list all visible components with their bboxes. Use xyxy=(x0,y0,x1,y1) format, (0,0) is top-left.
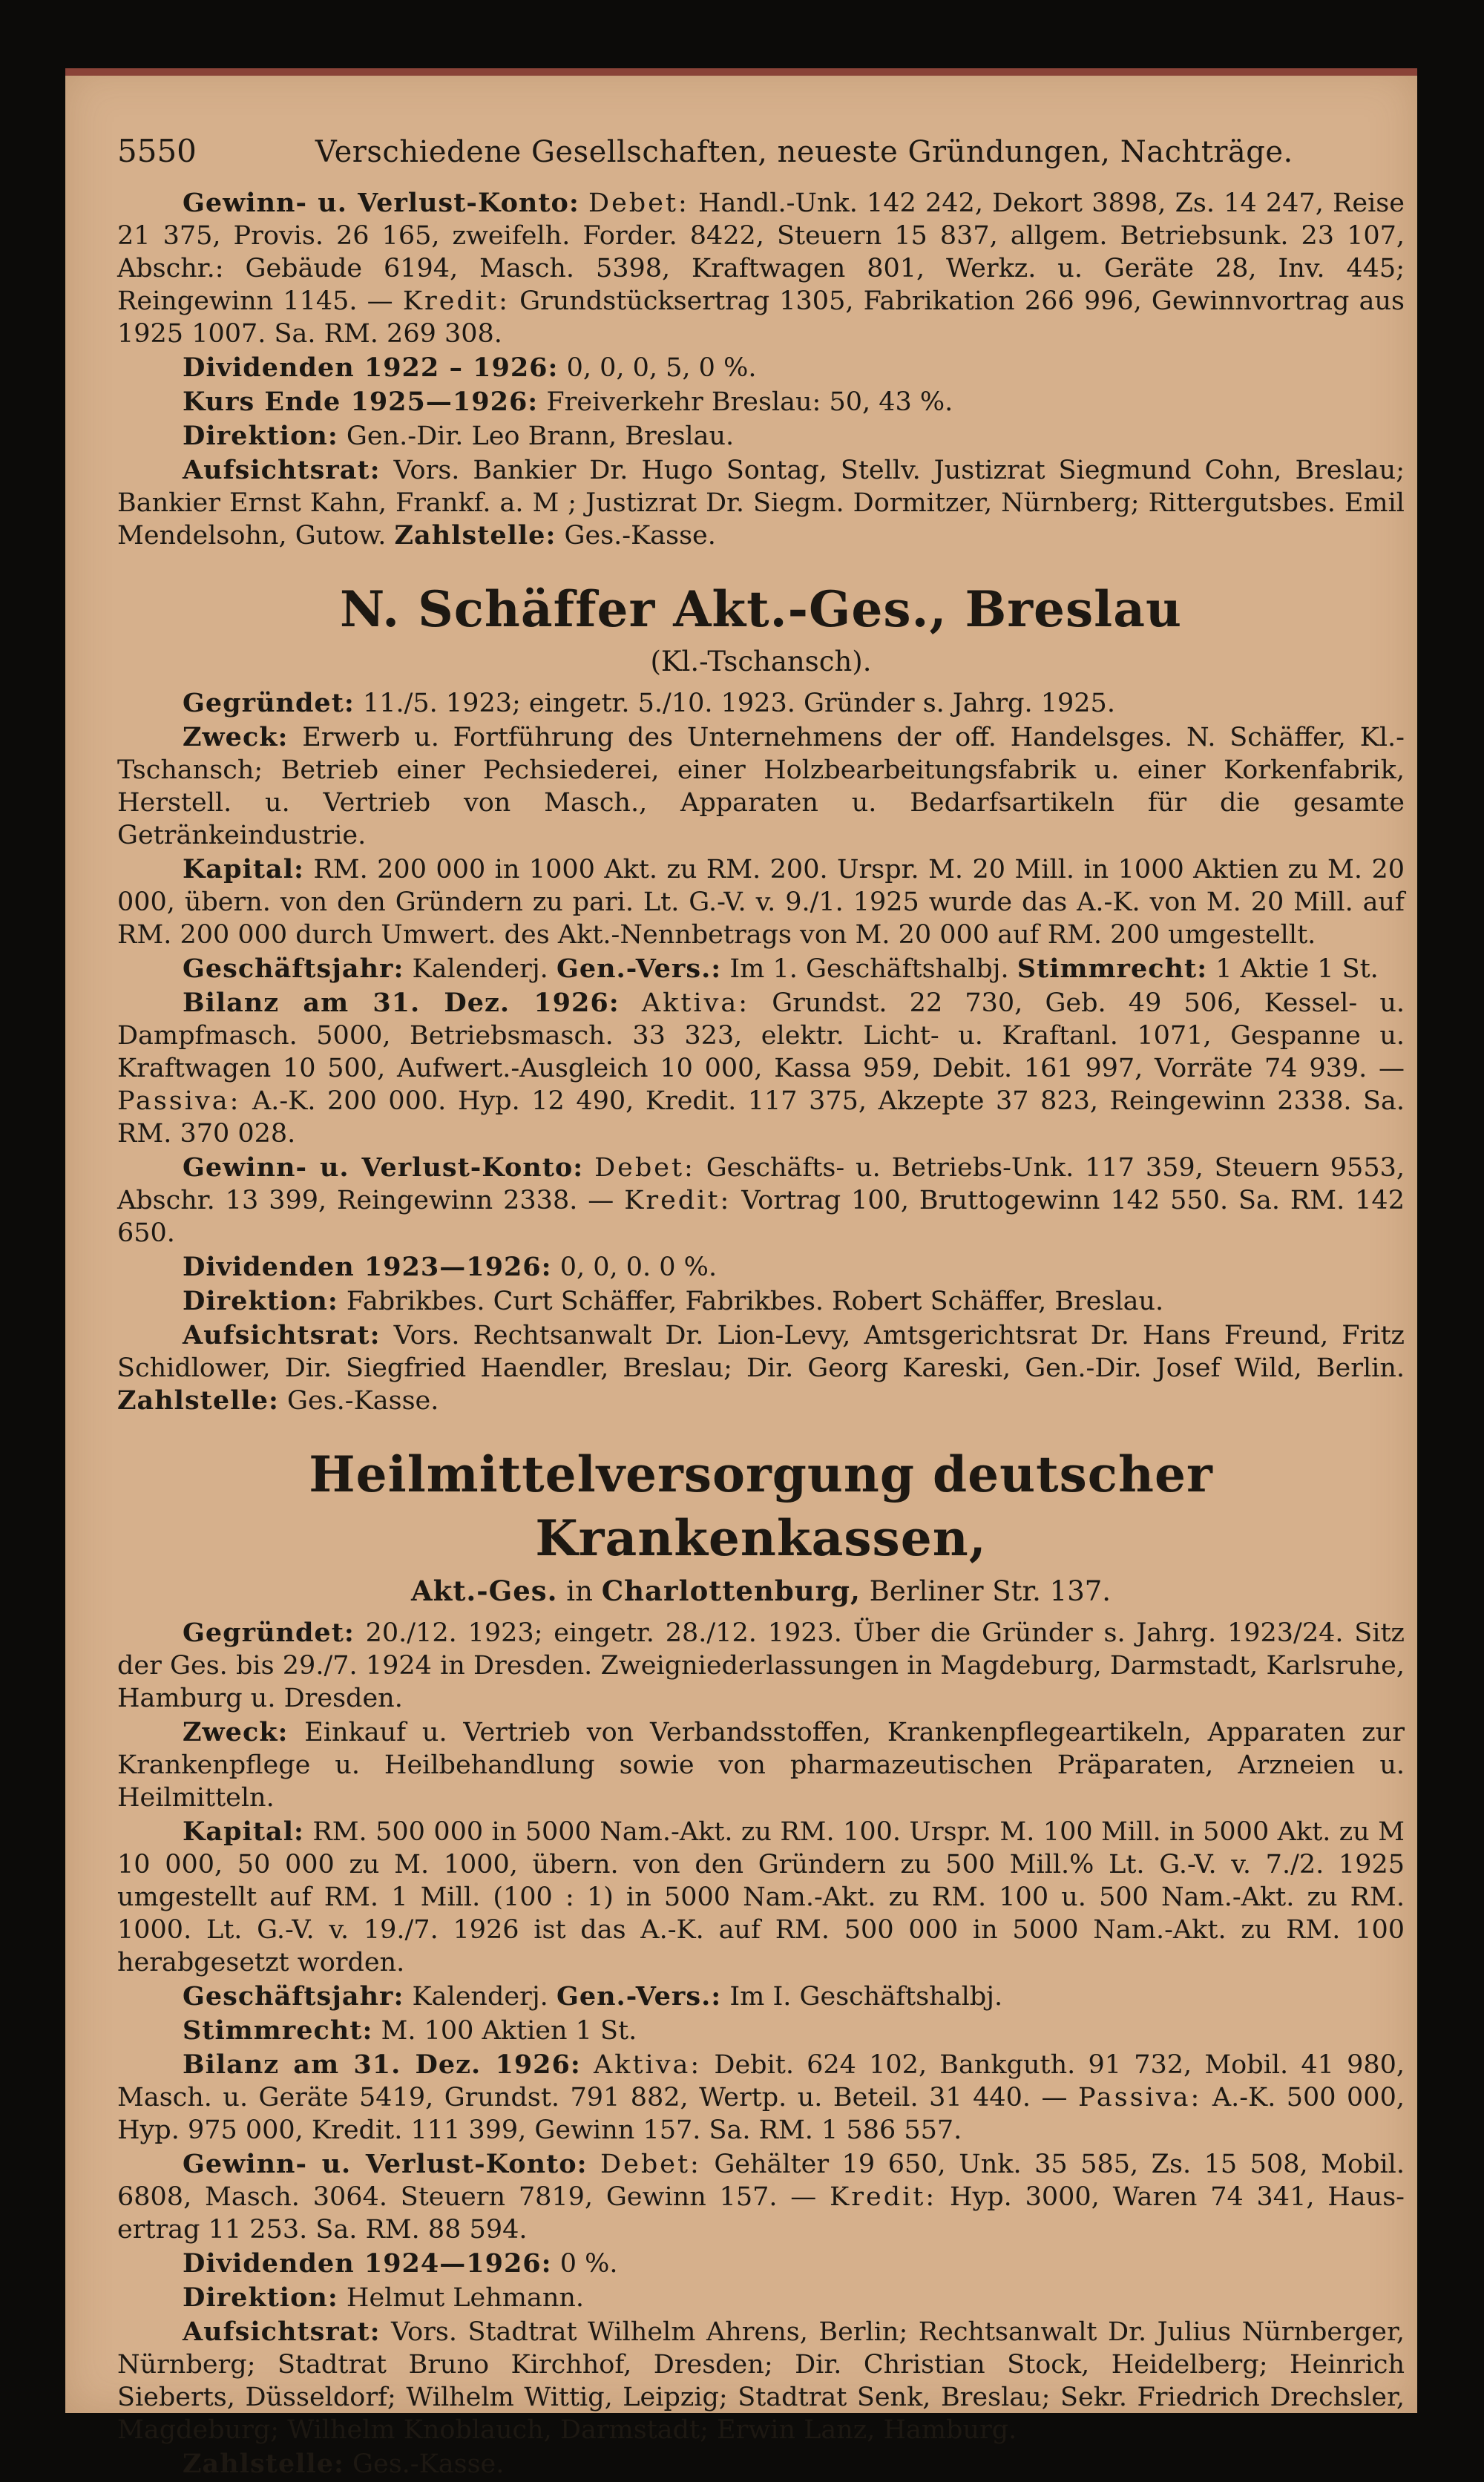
heilmittel-aufsicht-text: Vors. Stadtrat Wilhelm Ahrens, Berlin; Rechtsanwalt Dr. Julius Nürnberger, Nürnberg; Stadtrat Bruno Kirchhof, Dresden; Dir. Christian Stock, Heidelberg; Heinrich Sieberts, Düsseldorf; Wilhelm Wittig, Leipzig; Stadtrat Senk, Breslau; Sekr. Friedrich Drechsler, Magdeburg; Wilhelm Knoblauch, Darmstadt; Erwin Lanz, Hamburg. xyxy=(117,2317,1405,2445)
prev-div-label: Dividenden 1922 – 1926: xyxy=(183,352,559,383)
heilmittel-gv-label: Gen.-Vers.: xyxy=(556,1981,722,2012)
schaeffer-gegruendet xyxy=(117,687,1405,720)
schaeffer-zweck-label: Zweck: xyxy=(183,722,289,752)
prev-guv-debet-text: Handl.-Unk. 142 242, Dekort 3898, Zs. 14 247, Reise 21 375, Provis. 26 165, zweifelh. Forder. 8422, Steuern 15 837, allgem. Betriebsunk. 23 107, Abschr.: Gebäude 6194, Masch. 5398, Kraftwagen 801, Werkz. u. Geräte 28, Inv. 445; Reingewinn 1145. — xyxy=(117,188,1405,316)
schaeffer-guv-kredit-label: Kredit: xyxy=(624,1186,732,1215)
schaeffer-gegr-label: Gegründet: xyxy=(183,688,355,718)
prev-guv-paragraph xyxy=(117,187,1405,350)
schaeffer-zahl-label: Zahlstelle: xyxy=(117,1385,279,1416)
previous-company-entry xyxy=(117,187,1405,552)
prev-direktion xyxy=(117,420,1405,453)
heilmittel-direktion xyxy=(117,2282,1405,2314)
heilmittel-bilanz-label: Bilanz am 31. Dez. 1926: xyxy=(183,2049,581,2080)
heilmittel-zahl-label: Zahlstelle: xyxy=(183,2449,344,2479)
prev-div-text: 0, 0, 0, 5, 0 %. xyxy=(566,353,757,383)
heilmittel-entry xyxy=(117,1442,1405,2481)
heilmittel-zweck-label: Zweck: xyxy=(183,1717,289,1747)
heilmittel-zweck-text: Einkauf u. Vertrieb von Verbandsstoffen, Krankenpflegeartikeln, Apparaten zur Krankenpflege u. Heilbehandlung sowie von pharmazeutischen Präparaten, Arzneien u. Heilmitteln. xyxy=(117,1718,1405,1813)
heilmittel-guv-debet-label: Debet: xyxy=(600,2150,701,2179)
heilmittel-kapital-text: RM. 500 000 in 5000 Nam.-Akt. zu RM. 100. Urspr. M. 100 Mill. in 5000 Akt. zu M 10 000, 50 000 zu M. 1000, übern. von den Gründern zu 500 Mill.% Lt. G.-V. v. 7./2. 1925 umgestellt auf RM. 1 Mill. (100 : 1) in 5000 Nam.-Akt. zu RM. 100 u. 500 Nam.-Akt. zu RM. 1000. Lt. G.-V. v. 19./7. 1926 ist das A.-K. auf RM. 500 000 in 5000 Nam.-Akt. zu RM. 100 herabgesetzt worden. xyxy=(117,1817,1405,1977)
page-content xyxy=(117,135,1405,2482)
schaeffer-passiva-text: A.-K. 200 000. Hyp. 12 490, Kredit. 117 375, Akzepte 37 823, Reingewinn 2338. Sa. RM. 370 028. xyxy=(117,1086,1405,1149)
schaeffer-stimm-text: 1 Aktie 1 St. xyxy=(1215,954,1379,984)
schaeffer-aktiva-label: Aktiva: xyxy=(641,988,750,1018)
heilmittel-sub-address: Berliner Str. 137. xyxy=(869,1575,1112,1607)
heilmittel-aktiva-label: Aktiva: xyxy=(594,2050,702,2080)
heilmittel-gj-text: Kalenderj. xyxy=(412,1982,548,2012)
prev-dividends xyxy=(117,352,1405,384)
schaeffer-direktion-label: Direktion: xyxy=(183,1286,338,1316)
schaeffer-guv-kredit-text: Vortrag 100, Bruttogewinn 142 550. Sa. RM. 142 650. xyxy=(117,1186,1405,1248)
prev-zahl-label: Zahlstelle: xyxy=(394,520,556,551)
schaeffer-entry xyxy=(117,577,1405,1417)
schaeffer-direktion xyxy=(117,1285,1405,1318)
prev-guv-kredit-text: Grundstücksertrag 1305, Fabrikation 266 996, Gewinnvortrag aus 1925 1007. Sa. RM. 269 308. xyxy=(117,286,1405,349)
schaeffer-kapital-label: Kapital: xyxy=(183,854,304,884)
schaeffer-guv-debet-label: Debet: xyxy=(594,1153,695,1183)
prev-aufsicht-label: Aufsichtsrat: xyxy=(183,455,381,485)
schaeffer-direktion-text: Fabrikbes. Curt Schäffer, Fabrikbes. Robert Schäffer, Breslau. xyxy=(346,1287,1164,1316)
schaeffer-title: N. Schäffer Akt.-Ges., Breslau xyxy=(340,580,1182,638)
prev-guv-label: Gewinn- u. Verlust-Konto: xyxy=(183,188,580,218)
heilmittel-sub-city: Charlottenburg, xyxy=(601,1575,861,1607)
heilmittel-dividends xyxy=(117,2248,1405,2280)
schaeffer-geschaeftsjahr xyxy=(117,953,1405,985)
schaeffer-bilanz xyxy=(117,987,1405,1150)
schaeffer-gegr-text: 11./5. 1923; eingetr. 5./10. 1923. Gründer s. Jahrg. 1925. xyxy=(362,689,1115,718)
heilmittel-guv xyxy=(117,2148,1405,2246)
heilmittel-kapital-label: Kapital: xyxy=(183,1816,304,1847)
heilmittel-sub-in: in xyxy=(566,1575,593,1607)
heilmittel-passiva-label: Passiva: xyxy=(1077,2083,1202,2112)
prev-aufsichtsrat xyxy=(117,454,1405,552)
prev-guv-debet-label: Debet: xyxy=(588,188,689,218)
page-header xyxy=(117,135,1405,187)
heilmittel-bilanz xyxy=(117,2049,1405,2147)
heilmittel-gegr-text: 20./12. 1923; eingetr. 28./12. 1923. Über die Gründer s. Jahrg. 1923/24. Sitz der Ges. bis 29./7. 1924 in Dresden. Zweigniederlassungen in Magdeburg, Darmstadt, Karlsruhe, Hamburg u. Dresden. xyxy=(117,1618,1405,1713)
heilmittel-direktion-label: Direktion: xyxy=(183,2282,338,2313)
prev-direktion-text: Gen.-Dir. Leo Brann, Breslau. xyxy=(346,421,735,451)
schaeffer-aufsicht-text: Vors. Rechtsanwalt Dr. Lion-Levy, Amtsgerichtsrat Dr. Hans Freund, Fritz Schidlower, Dir. Siegfried Haendler, Breslau; Dir. Georg Kareski, Gen.-Dir. Josef Wild, Berlin. xyxy=(117,1321,1405,1383)
heilmittel-direktion-text: Helmut Lehmann. xyxy=(346,2283,585,2313)
schaeffer-guv-label: Gewinn- u. Verlust-Konto: xyxy=(183,1152,584,1183)
prev-zahl-text: Ges.-Kasse. xyxy=(564,521,716,551)
schaeffer-zweck-text: Erwerb u. Fortführung des Unternehmens der off. Handelsges. N. Schäffer, Kl.-Tschansch; Betrieb einer Pechsiederei, einer Holzbearbeitungsfabrik u. einer Korkenfabrik, Herstell. u. Vertrieb von Masch., Apparaten u. Bedarfsartikeln für die gesamte Getränkeindustrie. xyxy=(117,723,1405,850)
schaeffer-stimm-label: Stimmrecht: xyxy=(1017,953,1208,984)
book-page xyxy=(65,68,1417,2479)
heilmittel-guv-kredit-label: Kredit: xyxy=(830,2182,937,2212)
page-number: 5550 xyxy=(117,133,197,169)
heilmittel-stimm-label: Stimmrecht: xyxy=(183,2015,373,2046)
schaeffer-gv-text: Im 1. Geschäftshalbj. xyxy=(729,954,1009,984)
schaeffer-kapital-text: RM. 200 000 in 1000 Akt. zu RM. 200. Urspr. M. 20 Mill. in 1000 Aktien zu M. 20 000, übern. von den Gründern zu pari. Lt. G.-V. v. 9./1. 1925 wurde das A.-K. von M. 20 Mill. auf RM. 200 000 durch Umwert. des Akt.-Nennbetrags von M. 20 000 auf RM. 200 umgestellt. xyxy=(117,855,1405,950)
heilmittel-geschaeftsjahr xyxy=(117,1980,1405,2013)
schaeffer-div-text: 0, 0, 0. 0 %. xyxy=(559,1253,718,1282)
heilmittel-zweck xyxy=(117,1716,1405,1814)
schaeffer-passiva-label: Passiva: xyxy=(117,1086,241,1116)
prev-direktion-label: Direktion: xyxy=(183,421,338,451)
schaeffer-gj-text: Kalenderj. xyxy=(412,954,548,984)
schaeffer-aufsichtsrat xyxy=(117,1319,1405,1417)
schaeffer-aktiva-text: Grundst. 22 730, Geb. 49 506, Kessel- u. Dampfmasch. 5000, Betriebsmasch. 33 323, elektr. Licht- u. Kraftanl. 1071, Gespanne u. Kraftwagen 10 500, Aufwert.-Ausgleich 10 000, Kassa 959, Debit. 161 997, Vorräte 74 939. — xyxy=(117,988,1405,1083)
schaeffer-aufsicht-label: Aufsichtsrat: xyxy=(183,1320,381,1350)
prev-guv-kredit-label: Kredit: xyxy=(402,286,510,316)
prev-kurs xyxy=(117,386,1405,418)
heilmittel-zahl-text: Ges.-Kasse. xyxy=(352,2449,505,2479)
heilmittel-gj-label: Geschäftsjahr: xyxy=(183,1981,404,2012)
schaeffer-subtitle: (Kl.-Tschansch). xyxy=(650,646,872,677)
heilmittel-aktiva-text: Debit. 624 102, Bankguth. 91 732, Mobil. 41 980, Masch. u. Geräte 5419, Grundst. 791 882, Wertp. u. Beteil. 31 440. — xyxy=(117,2050,1405,2112)
heilmittel-div-text: 0 %. xyxy=(559,2249,618,2279)
heilmittel-aufsicht-label: Aufsichtsrat: xyxy=(183,2317,381,2347)
page-top-edge xyxy=(65,68,1417,76)
heilmittel-subtitle xyxy=(117,1573,1405,1609)
heilmittel-title: Heilmittelversorgung deutscher Krankenkassen, xyxy=(309,1445,1213,1567)
schaeffer-guv-debet-text: Geschäfts- u. Betriebs-Unk. 117 359, Steuern 9553, Abschr. 13 399, Reingewinn 2338. — xyxy=(117,1153,1405,1215)
heilmittel-stimmrecht xyxy=(117,2015,1405,2047)
heilmittel-kapital xyxy=(117,1816,1405,1979)
heilmittel-zahlstelle xyxy=(117,2448,1405,2481)
heilmittel-gegruendet xyxy=(117,1617,1405,1715)
heilmittel-stimm-text: M. 100 Aktien 1 St. xyxy=(381,2016,637,2046)
schaeffer-div-label: Dividenden 1923—1926: xyxy=(183,1252,552,1282)
heilmittel-sub-aktges: Akt.-Ges. xyxy=(410,1575,558,1607)
schaeffer-zahl-text: Ges.-Kasse. xyxy=(287,1386,439,1416)
heilmittel-guv-label: Gewinn- u. Verlust-Konto: xyxy=(183,2149,588,2179)
heilmittel-passiva-text: A.-K. 500 000, Hyp. 975 000, Kredit. 111 399, Gewinn 157. Sa. RM. 1 586 557. xyxy=(117,2083,1405,2145)
schaeffer-gv-label: Gen.-Vers.: xyxy=(556,953,722,984)
schaeffer-gj-label: Geschäftsjahr: xyxy=(183,953,404,984)
schaeffer-bilanz-label: Bilanz am 31. Dez. 1926: xyxy=(183,988,620,1018)
running-title: Verschiedene Gesellschaften, neueste Gründungen, Nachträge. xyxy=(315,135,1293,169)
prev-kurs-label: Kurs Ende 1925—1926: xyxy=(183,387,539,417)
heilmittel-div-label: Dividenden 1924—1926: xyxy=(183,2248,552,2279)
schaeffer-dividends xyxy=(117,1251,1405,1284)
heilmittel-guv-kredit-text: Hyp. 3000, Waren 74 341, Haus-ertrag 11 253. Sa. RM. 88 594. xyxy=(117,2182,1405,2245)
heilmittel-guv-debet-text: Gehälter 19 650, Unk. 35 585, Zs. 15 508, Mobil. 6808, Masch. 3064. Steuern 7819, Gewinn 157. — xyxy=(117,2150,1405,2212)
heilmittel-aufsichtsrat xyxy=(117,2316,1405,2446)
schaeffer-kapital xyxy=(117,853,1405,951)
schaeffer-zweck xyxy=(117,721,1405,852)
heilmittel-gegr-label: Gegründet: xyxy=(183,1618,355,1648)
schaeffer-guv xyxy=(117,1152,1405,1250)
heilmittel-gv-text: Im I. Geschäftshalbj. xyxy=(729,1982,1003,2012)
prev-kurs-text: Freiverkehr Breslau: 50, 43 %. xyxy=(546,387,953,417)
prev-aufsicht-text: Vors. Bankier Dr. Hugo Sontag, Stellv. Justizrat Siegmund Cohn, Breslau; Bankier Ernst Kahn, Frankf. a. M ; Justizrat Dr. Siegm. Dormitzer, Nürnberg; Rittergutsbes. Emil Mendelsohn, Gutow. xyxy=(117,456,1405,551)
